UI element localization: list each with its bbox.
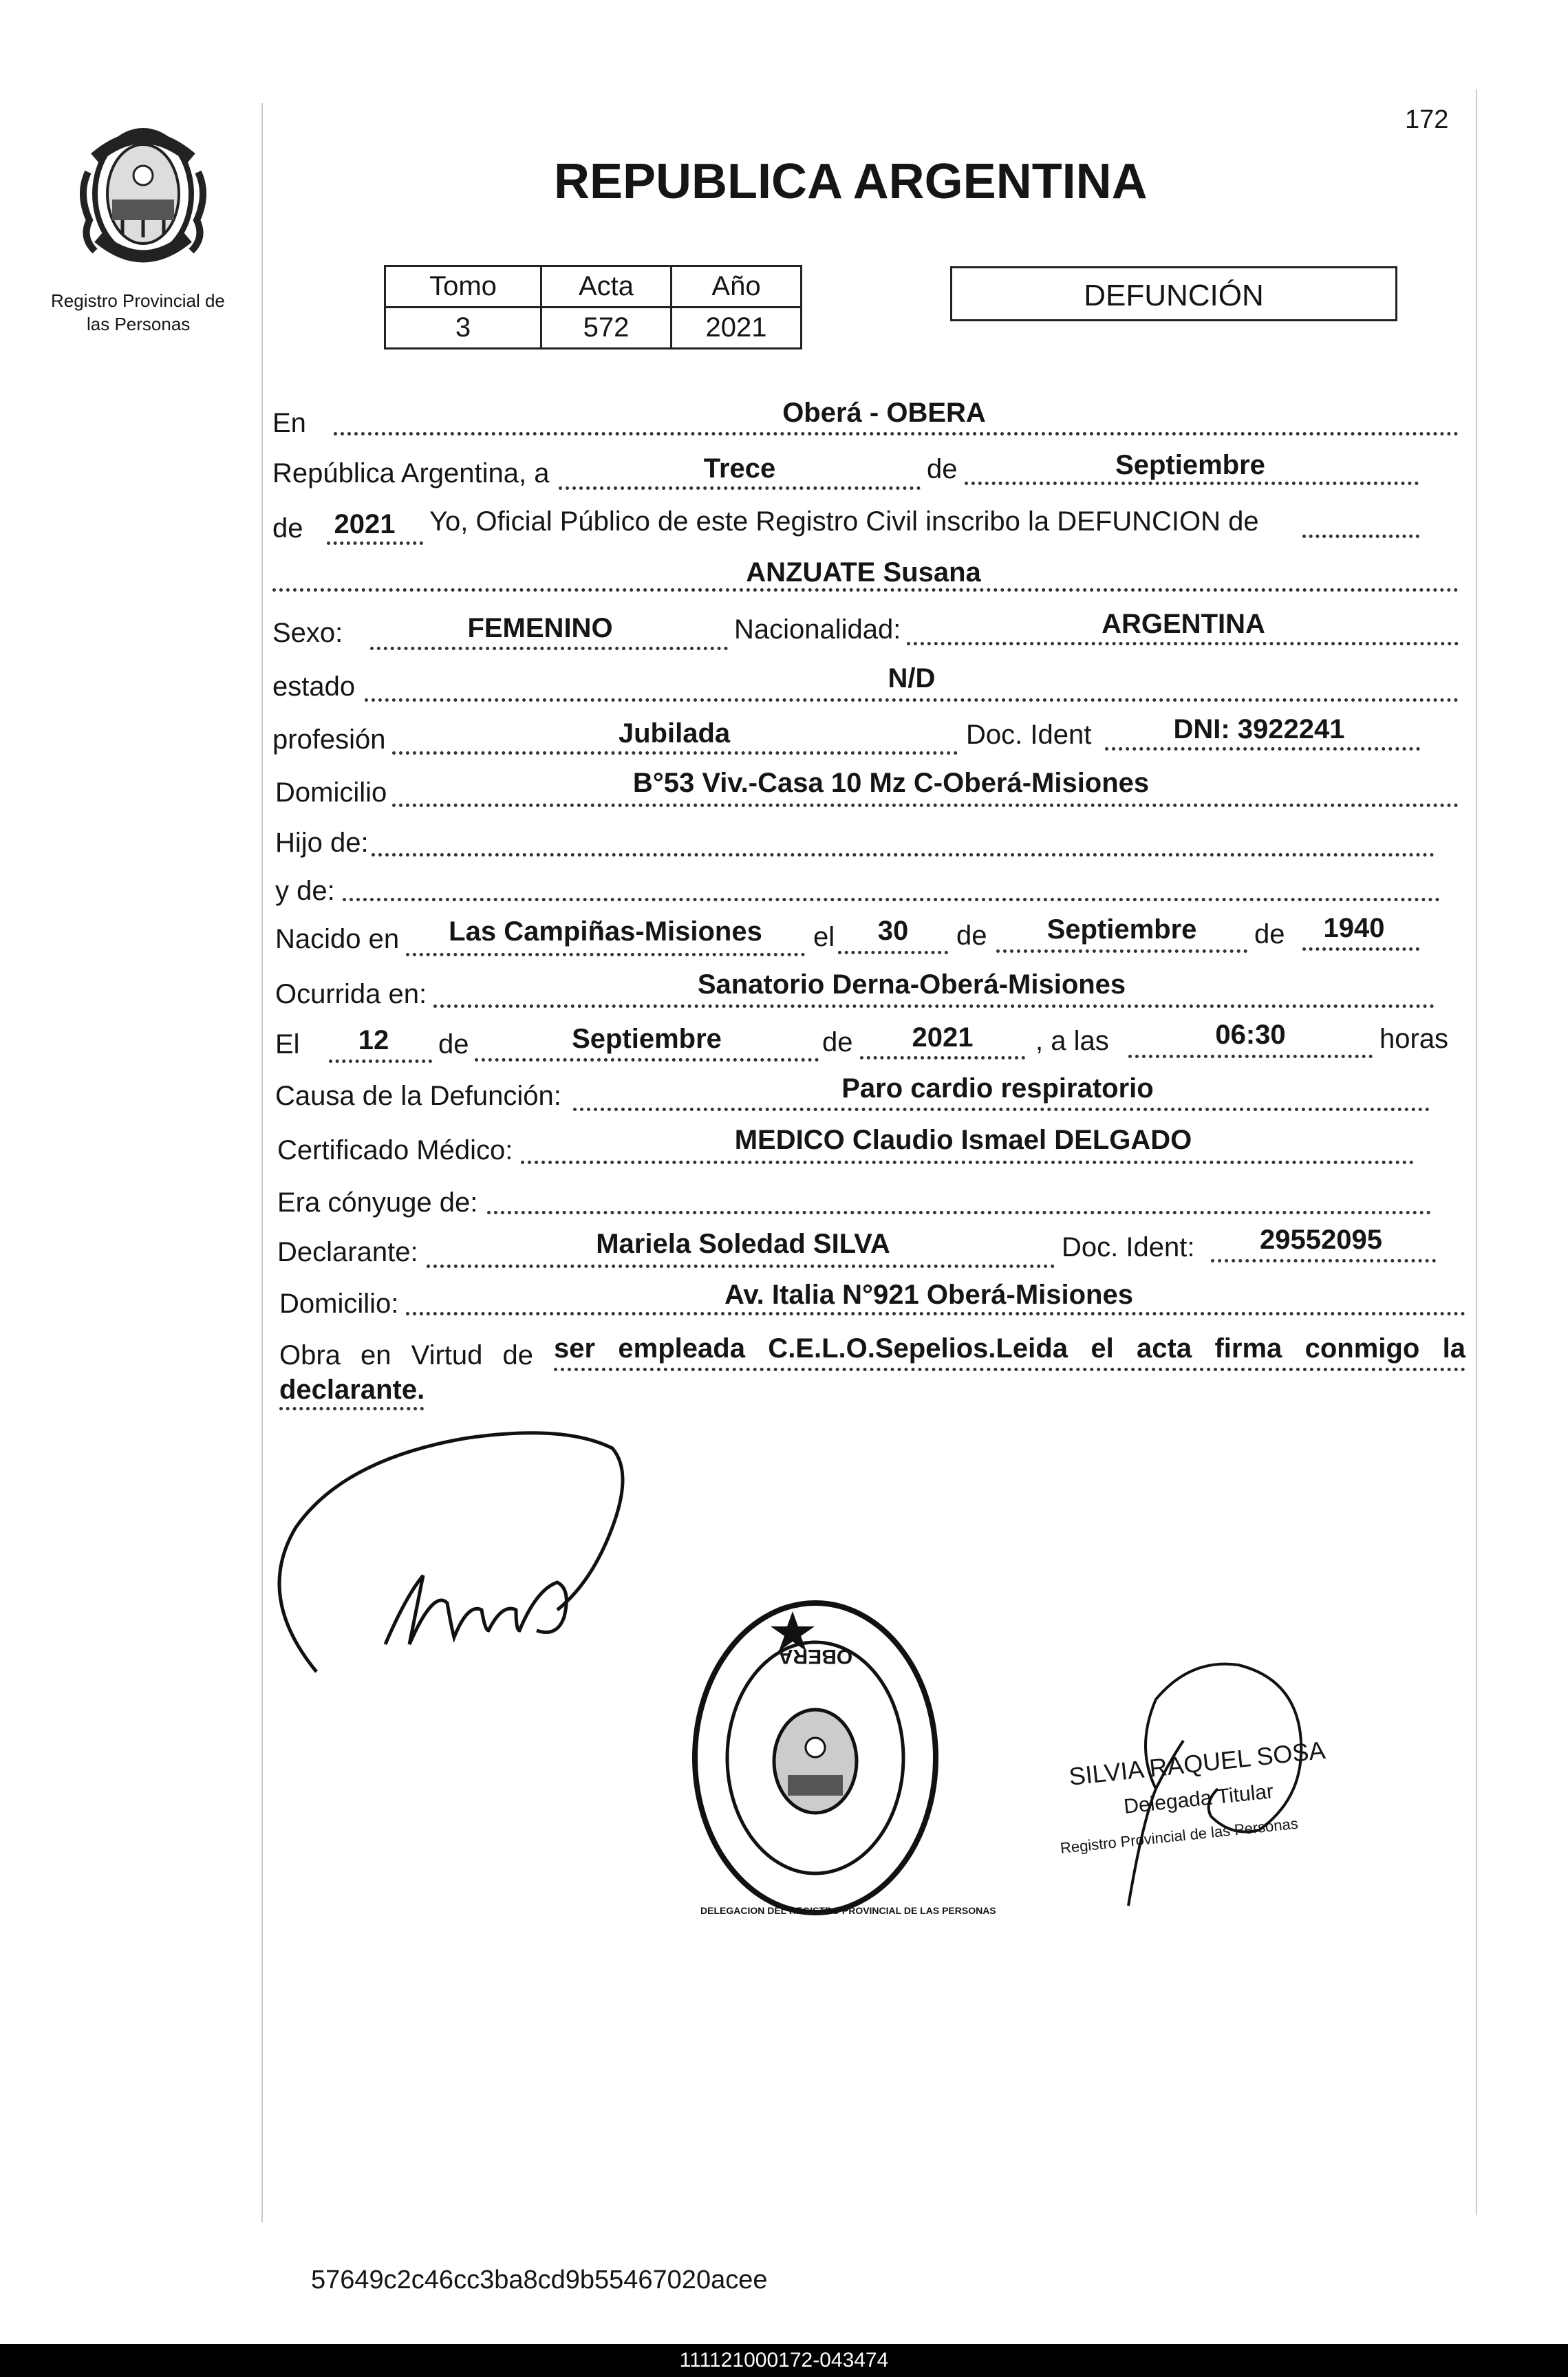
label-conyuge: Era cónyuge de: bbox=[277, 1187, 478, 1218]
field-estado: N/D bbox=[888, 663, 936, 693]
record-number-table bbox=[384, 265, 802, 349]
right-margin-line bbox=[1476, 89, 1477, 2215]
dotted-line bbox=[487, 1211, 1431, 1214]
label-nacido-en: Nacido en bbox=[275, 924, 400, 954]
label-horas: horas bbox=[1379, 1024, 1449, 1054]
dotted-line bbox=[1302, 947, 1419, 951]
field-declarante-domicilio: Av. Italia N°921 Oberá-Misiones bbox=[724, 1280, 1133, 1310]
label-republica: República Argentina, a bbox=[272, 458, 550, 488]
dotted-line bbox=[838, 951, 948, 954]
registry-name-line1: Registro Provincial de bbox=[51, 290, 225, 311]
label-a-las: , a las bbox=[1035, 1026, 1109, 1056]
declarante-signature bbox=[268, 1417, 640, 1679]
field-nombre: ANZUATE Susana bbox=[746, 557, 981, 588]
dotted-line bbox=[1302, 535, 1419, 538]
label-estado: estado bbox=[272, 671, 356, 702]
registry-name-line2: las Personas bbox=[87, 314, 191, 334]
label-doc-ident-declarante: Doc. Ident: bbox=[1062, 1232, 1195, 1262]
label-de: de bbox=[927, 454, 958, 484]
dotted-line bbox=[372, 853, 1435, 857]
dotted-line bbox=[392, 804, 1459, 807]
dotted-line bbox=[329, 1060, 432, 1063]
dotted-line bbox=[406, 953, 805, 956]
dotted-line bbox=[370, 647, 728, 650]
dotted-line bbox=[327, 541, 423, 545]
table-value-anio: 2021 bbox=[672, 308, 802, 349]
field-def-mes: Septiembre bbox=[572, 1024, 722, 1054]
field-mes-inscripcion: Septiembre bbox=[1115, 450, 1265, 480]
field-virtud-line1: ser empleada C.E.L.O.Sepelios.Leida el acta firma conmigo la bbox=[554, 1333, 1465, 1364]
dotted-line bbox=[860, 1056, 1025, 1060]
dotted-line bbox=[279, 1407, 424, 1410]
dotted-line bbox=[272, 588, 1459, 592]
page-title: REPUBLICA ARGENTINA bbox=[554, 154, 1148, 209]
dotted-line bbox=[559, 486, 921, 490]
field-domicilio: B°53 Viv.-Casa 10 Mz C-Oberá-Misiones bbox=[632, 768, 1150, 798]
record-type: DEFUNCIÓN bbox=[1084, 279, 1264, 312]
label-de-nac: de bbox=[956, 921, 987, 951]
official-title: Delegada Titular bbox=[1122, 1780, 1275, 1818]
field-causa: Paro cardio respiratorio bbox=[841, 1073, 1154, 1104]
label-el: el bbox=[813, 922, 835, 952]
field-nac-mes: Septiembre bbox=[1046, 914, 1197, 945]
label-causa: Causa de la Defunción: bbox=[275, 1081, 561, 1111]
label-de: de bbox=[272, 513, 303, 544]
field-nac-dia: 30 bbox=[877, 916, 909, 946]
dotted-line bbox=[554, 1368, 1465, 1371]
label-doc-ident: Doc. Ident bbox=[966, 720, 1092, 750]
dotted-line bbox=[996, 949, 1247, 953]
official-org: Registro Provincial de las Personas bbox=[1059, 1814, 1299, 1857]
province-seal bbox=[74, 117, 212, 275]
field-profesion: Jubilada bbox=[618, 718, 731, 749]
official-name: SILVIA RAQUEL SOSA bbox=[1067, 1735, 1327, 1791]
dotted-line bbox=[573, 1108, 1430, 1111]
label-ocurrida-en: Ocurrida en: bbox=[275, 979, 427, 1009]
field-sexo: FEMENINO bbox=[467, 613, 613, 643]
field-dia-inscripcion: Trece bbox=[703, 453, 776, 484]
label-de-def-anio: de bbox=[822, 1027, 853, 1057]
label-declarante: Declarante: bbox=[277, 1237, 418, 1267]
label-inscribo: Yo, Oficial Público de este Registro Civil inscribo la DEFUNCION de bbox=[429, 506, 1259, 537]
table-header-tomo: Tomo bbox=[385, 266, 541, 308]
dotted-line bbox=[1211, 1259, 1436, 1262]
field-doc-ident: DNI: 3922241 bbox=[1173, 714, 1345, 744]
document-hash: 57649c2c46cc3ba8cd9b55467020acee bbox=[311, 2266, 768, 2294]
footer-code: 111121000172-043474 bbox=[679, 2349, 889, 2371]
dotted-line bbox=[965, 482, 1419, 485]
field-lugar: Oberá - OBERA bbox=[782, 398, 986, 428]
page-number: 172 bbox=[1405, 105, 1449, 134]
label-el-def: El bbox=[275, 1029, 300, 1060]
field-def-anio: 2021 bbox=[912, 1022, 974, 1053]
field-anio-inscripcion: 2021 bbox=[334, 509, 396, 539]
table-value-tomo: 3 bbox=[385, 308, 541, 349]
dotted-line bbox=[1128, 1055, 1373, 1058]
field-nacido-en: Las Campiñas-Misiones bbox=[449, 916, 762, 947]
label-profesion: profesión bbox=[272, 724, 386, 755]
dotted-line bbox=[907, 642, 1459, 645]
stamp-ring-text: DELEGACION DEL REGISTRO PROVINCIAL DE LAS PERSONAS bbox=[700, 1905, 996, 1916]
field-certificado: MEDICO Claudio Ismael DELGADO bbox=[734, 1125, 1192, 1155]
field-declarante-doc: 29552095 bbox=[1260, 1225, 1382, 1255]
table-header-anio: Año bbox=[672, 266, 802, 308]
label-nacionalidad: Nacionalidad: bbox=[734, 614, 901, 645]
label-sexo: Sexo: bbox=[272, 618, 343, 648]
field-declarante: Mariela Soledad SILVA bbox=[596, 1229, 890, 1259]
field-ocurrida-en: Sanatorio Derna-Oberá-Misiones bbox=[697, 969, 1126, 1000]
label-en: En bbox=[272, 408, 306, 438]
label-domicilio-declarante: Domicilio: bbox=[279, 1289, 399, 1319]
label-hijo-de: Hijo de: bbox=[275, 828, 369, 858]
left-margin-line bbox=[261, 103, 263, 2222]
field-nacionalidad: ARGENTINA bbox=[1102, 609, 1265, 639]
field-def-hora: 06:30 bbox=[1215, 1020, 1286, 1050]
field-nac-anio: 1940 bbox=[1323, 913, 1385, 943]
field-virtud-line2: declarante. bbox=[279, 1375, 425, 1405]
dotted-line bbox=[427, 1265, 1055, 1268]
label-domicilio: Domicilio bbox=[275, 777, 387, 808]
label-y-de: y de: bbox=[275, 876, 335, 906]
table-value-acta: 572 bbox=[541, 308, 672, 349]
dotted-line bbox=[365, 698, 1459, 702]
dotted-line bbox=[475, 1058, 819, 1062]
stamp-center-text: OBERA bbox=[777, 1645, 853, 1668]
dotted-line bbox=[392, 751, 958, 755]
registry-stamp bbox=[688, 1596, 996, 1919]
dotted-line bbox=[343, 898, 1440, 901]
table-header-acta: Acta bbox=[541, 266, 672, 308]
dotted-line bbox=[521, 1161, 1414, 1164]
footer-code-bar bbox=[0, 2344, 1568, 2377]
field-def-dia: 12 bbox=[358, 1025, 389, 1055]
dotted-line bbox=[334, 432, 1459, 435]
label-de-def: de bbox=[438, 1029, 469, 1060]
dotted-line bbox=[433, 1004, 1435, 1008]
province-coat-of-arms-icon bbox=[74, 117, 212, 275]
dotted-line bbox=[1105, 747, 1420, 751]
dotted-line bbox=[406, 1312, 1465, 1315]
label-certificado: Certificado Médico: bbox=[277, 1135, 513, 1165]
label-obra-virtud: Obra en Virtud de bbox=[279, 1340, 534, 1370]
label-de-nac-anio: de bbox=[1254, 919, 1285, 949]
